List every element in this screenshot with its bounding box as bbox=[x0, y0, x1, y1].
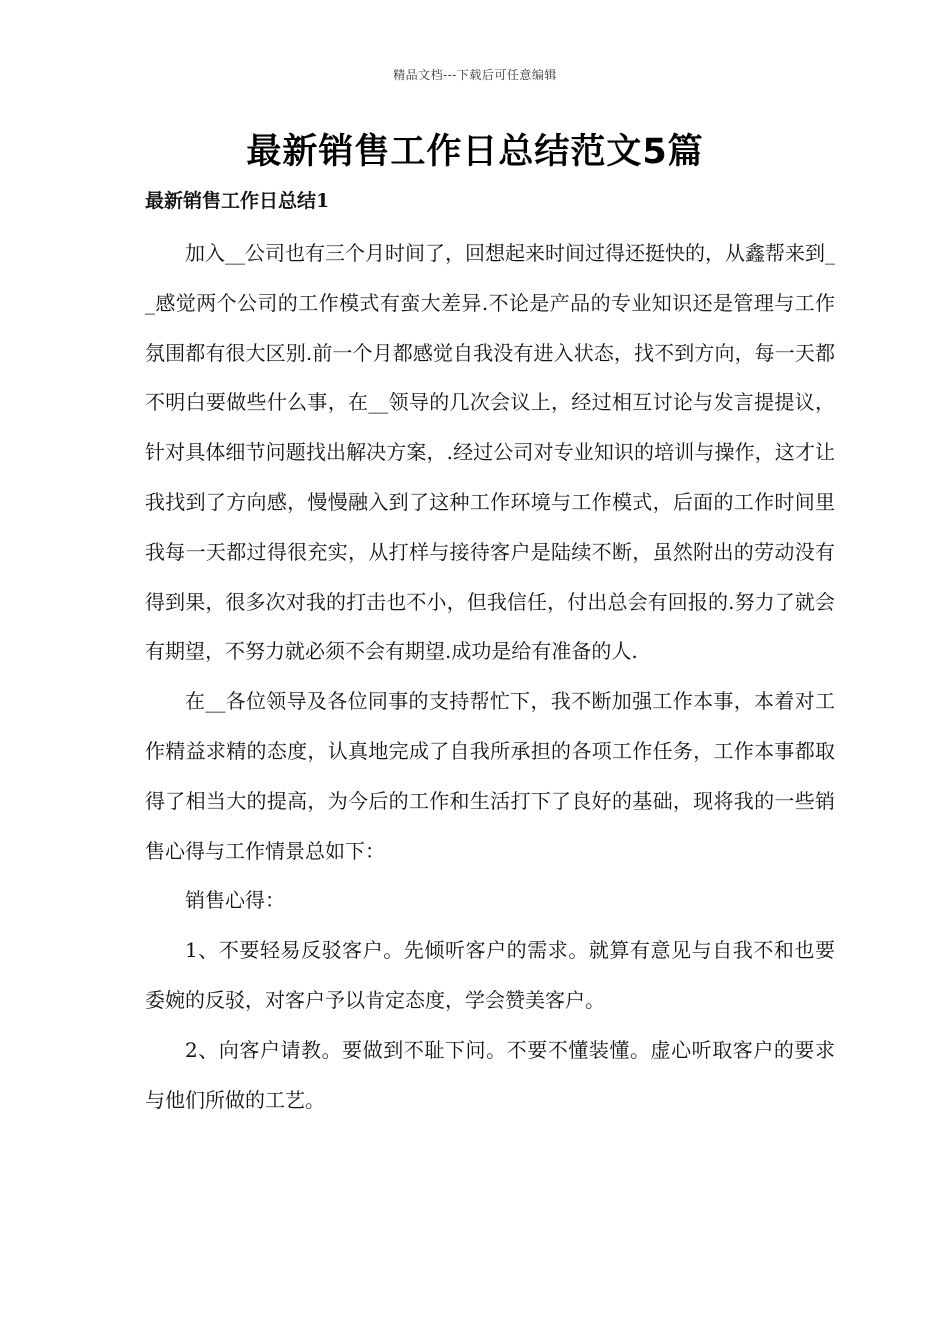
section-heading: 最新销售工作日总结1 bbox=[145, 190, 330, 212]
document-title: 最新销售工作日总结范文5篇 bbox=[246, 132, 704, 172]
paragraph: 加入__公司也有三个月时间了，回想起来时间过得还挺快的，从鑫帮来到__感觉两个公司的工作模式有蛮大差异.不论是产品的专业知识还是管理与工作氛围都有很大区别.前一个月都感觉自我没有进入状态，找不到方向，每一天都不明白要做些什么事，在__领导的几次会议上，经过相互讨论与发言提提议，针对具体细节问题找出解决方案，.经过公司对专业知识的培训与操作，这才让我找到了方向感，慢慢融入到了这种工作环境与工作模式，后面的工作时间里我每一天都过得很充实，从打样与接待客户是陆续不断，虽然附出的劳动没有得到果，很多次对我的打击也不小，但我信任，付出总会有回报的.努力了就会有期望，不努力就必须不会有期望.成功是给有准备的人. bbox=[145, 241, 835, 664]
paragraph: 1、不要轻易反驳客户。先倾听客户的需求。就算有意见与自我不和也要委婉的反驳，对客户予以肯定态度，学会赞美客户。 bbox=[145, 938, 835, 1012]
paragraph: 在__各位领导及各位同事的支持帮忙下，我不断加强工作本事，本着对工作精益求精的态度，认真地完成了自我所承担的各项工作任务，工作本事都取得了相当大的提高，为今后的工作和生活打下了良好的基础，现将我的一些销售心得与工作情景总如下： bbox=[145, 689, 835, 863]
header-note: 精品文档---下载后可任意编辑 bbox=[393, 68, 557, 82]
document-body bbox=[145, 229, 835, 1125]
paragraph: 销售心得： bbox=[185, 888, 285, 913]
paragraph: 2、向客户请教。要做到不耻下问。不要不懂装懂。虚心听取客户的要求与他们所做的工艺。 bbox=[145, 1037, 835, 1112]
